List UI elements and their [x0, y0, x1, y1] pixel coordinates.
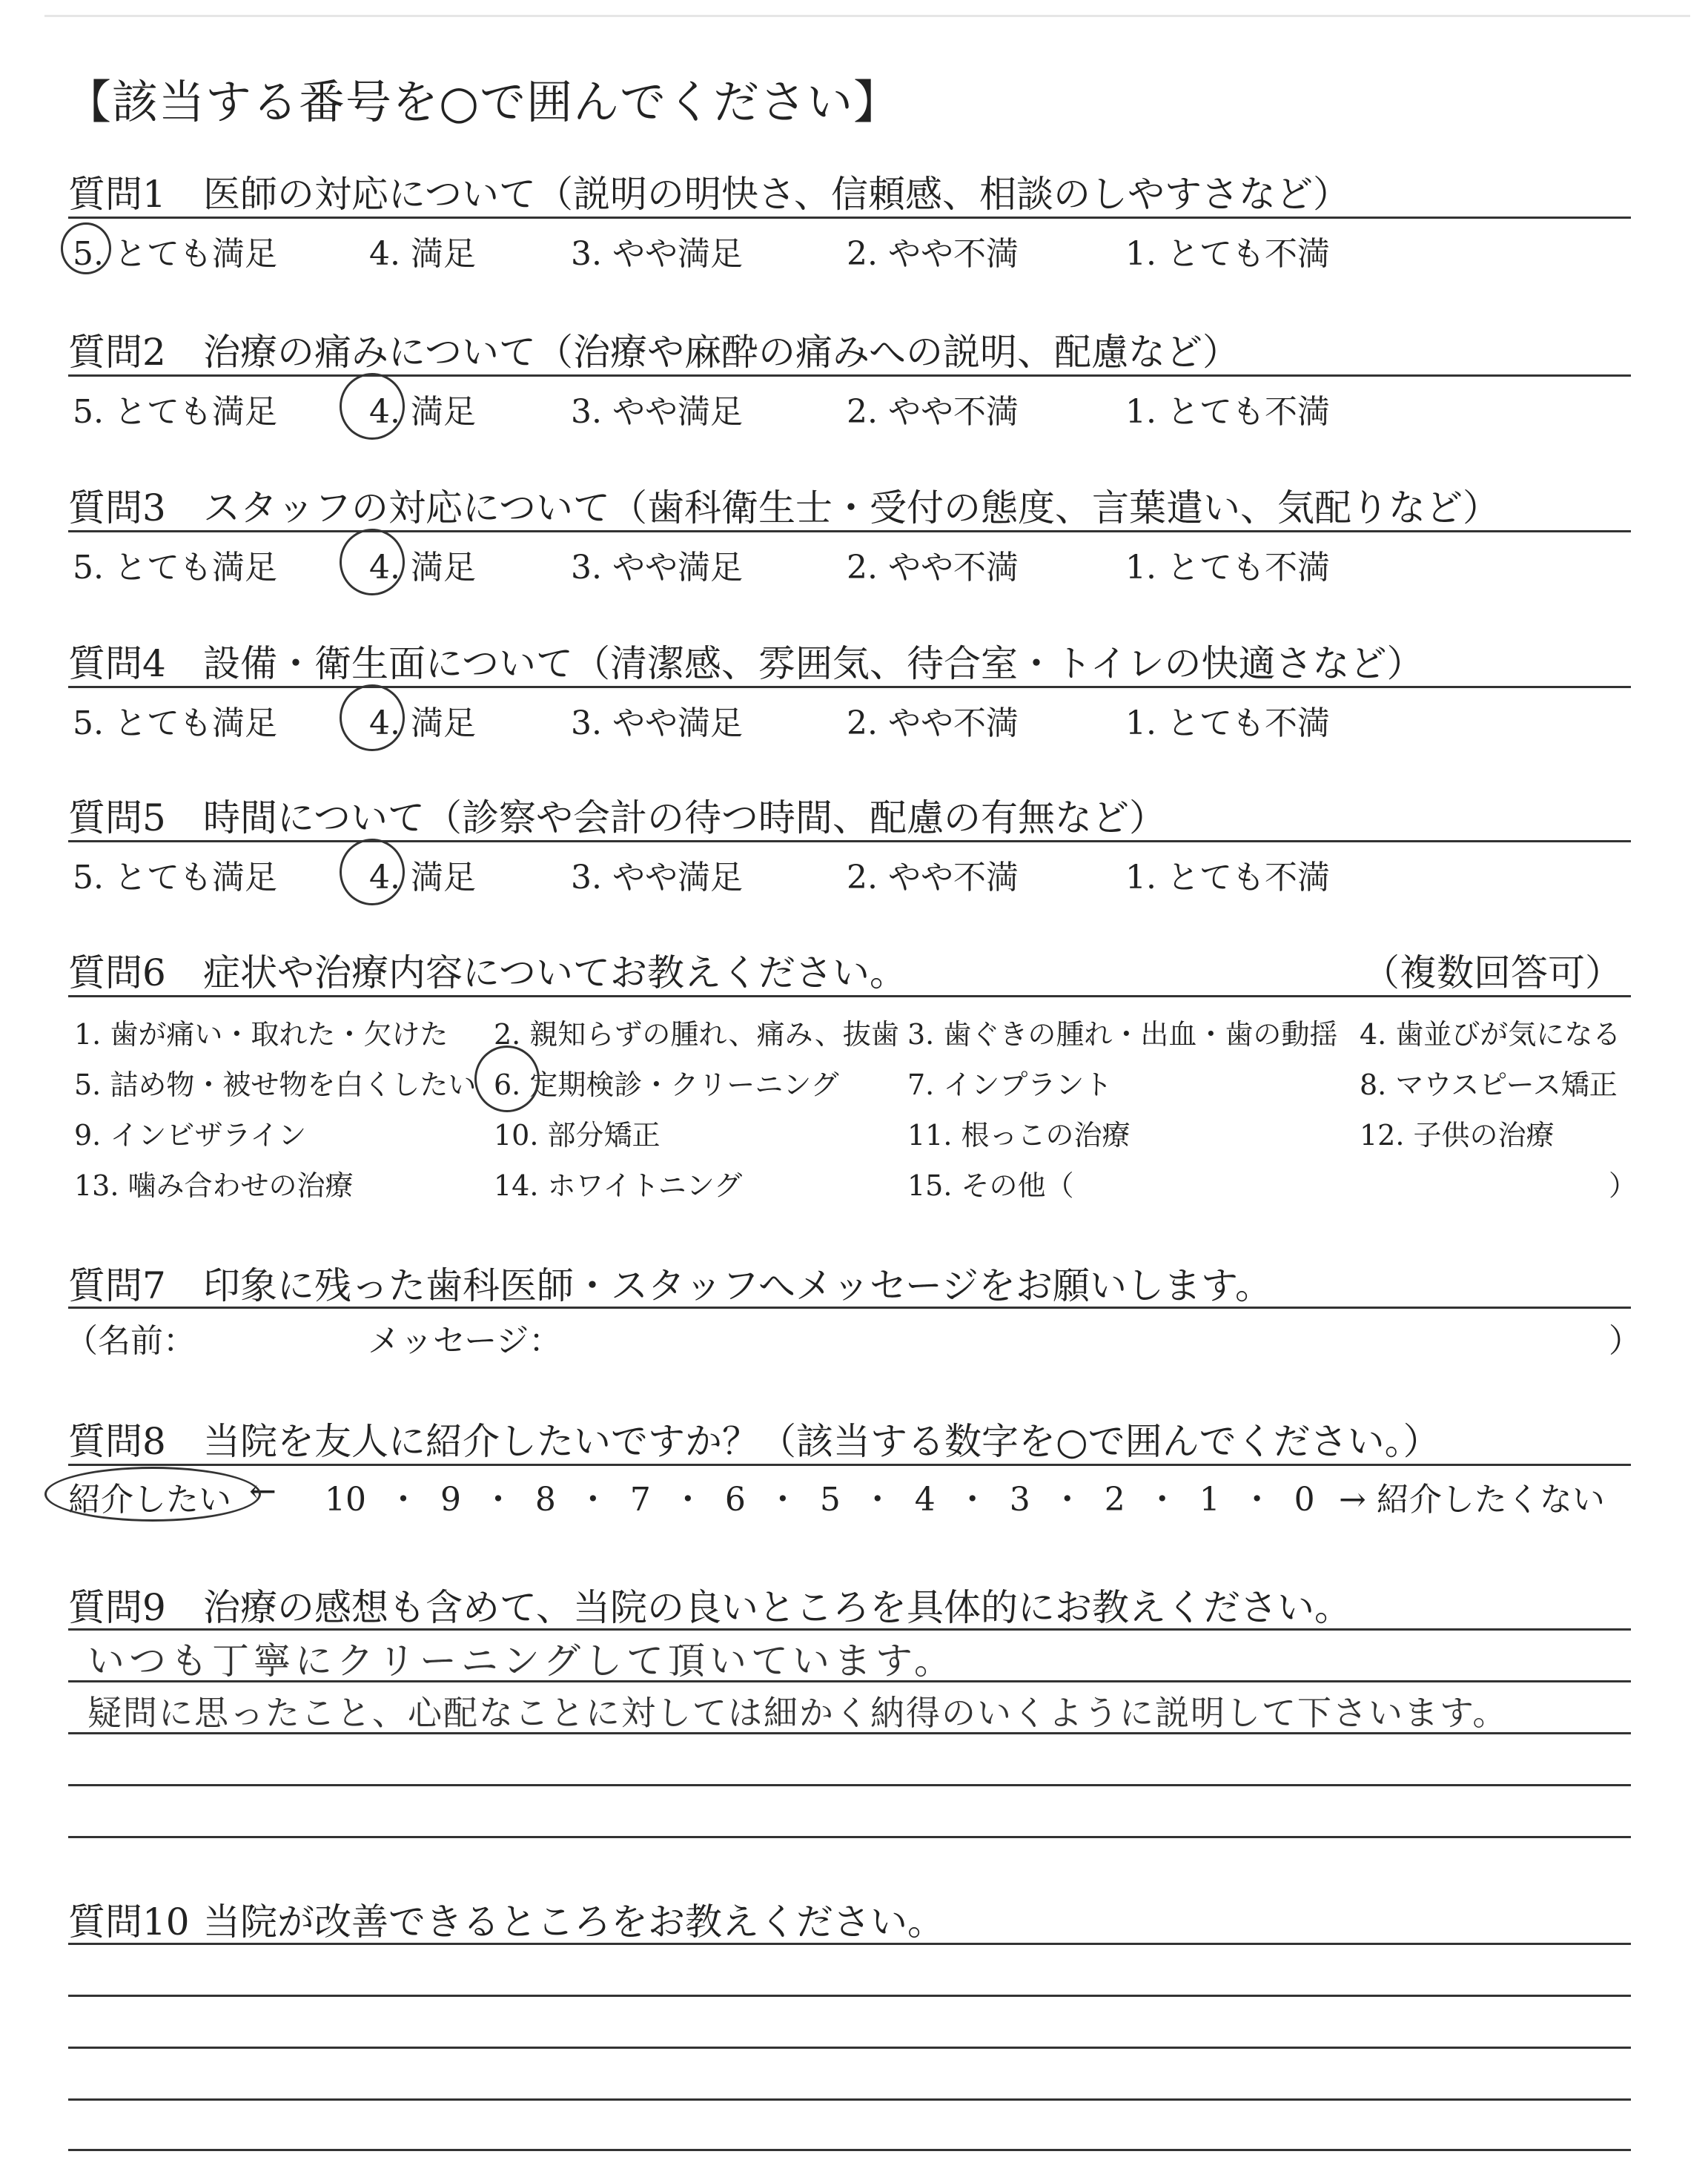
q6-item-8[interactable]: 8. マウスピース矯正	[1360, 1069, 1618, 1101]
q4-option-1[interactable]: 1. とても不満	[1125, 704, 1330, 742]
q6-item-12[interactable]: 12. 子供の治療	[1360, 1119, 1555, 1152]
question-8	[68, 1412, 1440, 1465]
message-label: メッセージ：	[368, 1322, 562, 1360]
q8-selection-circle	[44, 1467, 261, 1522]
left-arrow: ←	[249, 1473, 277, 1510]
q4-option-2[interactable]: 2. やや不満	[847, 704, 1019, 742]
q6-item-5[interactable]: 5. 詰め物・被せ物を白くしたい	[74, 1069, 477, 1101]
message-close: ）	[1609, 1322, 1641, 1360]
answer-line	[68, 2047, 1631, 2049]
question-label: 質問4	[68, 642, 166, 685]
q5-selection-circle	[340, 839, 405, 905]
question-label: 質問2	[68, 331, 166, 374]
question-label: 質問8	[68, 1420, 166, 1463]
question-10	[68, 1892, 944, 1946]
divider	[68, 840, 1631, 842]
divider	[68, 217, 1631, 219]
question-label: 質問7	[68, 1264, 166, 1307]
question-label: 質問1	[68, 173, 166, 216]
question-label: 質問10	[68, 1900, 190, 1943]
q6-item-4[interactable]: 4. 歯並びが気になる	[1360, 1018, 1621, 1051]
q2-selection-circle	[340, 373, 405, 440]
q3-selection-circle	[340, 529, 405, 595]
answer-line	[68, 1995, 1631, 1997]
answer-line	[68, 2149, 1631, 2151]
question-text: 印象に残った歯科医師・スタッフへメッセージをお願いします。	[203, 1264, 1272, 1307]
handwritten-answer-line-2: 疑問に思ったこと、心配なことに対しては細かく納得のいくように説明して下さいます。	[87, 1693, 1509, 1733]
question-text: 治療の感想も含めて、当院の良いところを具体的にお教えください。	[203, 1586, 1351, 1629]
question-text: 医師の対応について（説明の明快さ、信頼感、相談のしやすさなど）	[203, 173, 1350, 216]
question-label: 質問3	[68, 486, 166, 529]
question-label: 質問6	[68, 951, 166, 994]
q1-selection-circle	[61, 222, 111, 274]
divider	[68, 374, 1631, 377]
not-recommend-label: → 紹介したくない	[1339, 1481, 1605, 1519]
divider	[68, 686, 1631, 688]
q2-option-1[interactable]: 1. とても不満	[1125, 393, 1330, 431]
q1-option-5[interactable]: 5. とても満足	[73, 235, 277, 273]
recommend-scale[interactable]: 10 ・ 9 ・ 8 ・ 7 ・ 6 ・ 5 ・ 4 ・ 3 ・ 2 ・ 1 ・ 0	[325, 1481, 1315, 1519]
q5-option-3[interactable]: 3. やや満足	[571, 859, 743, 896]
question-text: スタッフの対応について（歯科衛生士・受付の態度、言葉遣い、気配りなど）	[203, 486, 1500, 529]
q2-option-3[interactable]: 3. やや満足	[571, 393, 743, 431]
q6-item-15-close: ）	[1609, 1169, 1638, 1202]
question-text: 治療の痛みについて（治療や麻酔の痛みへの説明、配慮など）	[203, 331, 1239, 374]
q4-option-5[interactable]: 5. とても満足	[73, 704, 277, 742]
answer-line	[68, 1943, 1631, 1945]
q6-item-6[interactable]: 6. 定期検診・クリーニング	[494, 1069, 839, 1101]
q6-selection-circle	[474, 1046, 540, 1112]
question-text: 当院を友人に紹介したいですか？（該当する数字を○で囲んでください。）	[203, 1420, 1440, 1463]
question-text: 設備・衛生面について（清潔感、雰囲気、待合室・トイレの快適さなど）	[203, 642, 1424, 685]
q4-option-4[interactable]: 4. 満足	[369, 704, 476, 742]
name-label: （名前：	[65, 1322, 196, 1360]
question-7	[68, 1256, 1272, 1309]
q4-option-3[interactable]: 3. やや満足	[571, 704, 743, 742]
q6-item-13[interactable]: 13. 噛み合わせの治療	[74, 1169, 354, 1202]
multiple-answer-note: （複数回答可）	[1363, 951, 1622, 994]
q5-option-4[interactable]: 4. 満足	[369, 859, 476, 896]
q6-item-11[interactable]: 11. 根っこの治療	[907, 1119, 1131, 1152]
q6-item-7[interactable]: 7. インプラント	[907, 1069, 1113, 1101]
top-border	[44, 15, 1690, 17]
q2-option-5[interactable]: 5. とても満足	[73, 393, 277, 431]
q3-option-1[interactable]: 1. とても不満	[1125, 549, 1330, 587]
question-6	[68, 943, 907, 997]
q4-selection-circle	[340, 684, 405, 751]
q1-option-4[interactable]: 4. 満足	[369, 235, 476, 273]
divider	[68, 1464, 1631, 1466]
divider	[68, 530, 1631, 532]
divider	[68, 995, 1631, 997]
page-title: 【該当する番号を○で囲んでください】	[65, 75, 901, 129]
q6-item-15[interactable]: 15. その他（	[907, 1169, 1074, 1202]
question-4	[68, 634, 1424, 687]
q1-option-1[interactable]: 1. とても不満	[1125, 235, 1330, 273]
question-text: 当院が改善できるところをお教えください。	[203, 1900, 944, 1943]
answer-line	[68, 2098, 1631, 2101]
q6-item-14[interactable]: 14. ホワイトニング	[494, 1169, 743, 1202]
question-3	[68, 478, 1500, 532]
divider	[68, 1307, 1631, 1309]
question-label: 質問5	[68, 796, 166, 839]
question-5	[68, 788, 1166, 842]
q5-option-1[interactable]: 1. とても不満	[1125, 859, 1330, 896]
q6-item-9[interactable]: 9. インビザライン	[74, 1119, 307, 1152]
answer-line	[68, 1628, 1631, 1631]
question-label: 質問9	[68, 1586, 166, 1629]
q5-option-5[interactable]: 5. とても満足	[73, 859, 277, 896]
question-1	[68, 165, 1350, 218]
question-9	[68, 1578, 1351, 1631]
recommend-label[interactable]: 紹介したい	[68, 1481, 231, 1519]
q6-item-2[interactable]: 2. 親知らずの腫れ、痛み、抜歯	[494, 1018, 899, 1051]
q3-option-4[interactable]: 4. 満足	[369, 549, 476, 587]
q2-option-2[interactable]: 2. やや不満	[847, 393, 1019, 431]
q6-item-1[interactable]: 1. 歯が痛い・取れた・欠けた	[74, 1018, 448, 1051]
q3-option-5[interactable]: 5. とても満足	[73, 549, 277, 587]
q2-option-4[interactable]: 4. 満足	[369, 393, 476, 431]
q3-option-2[interactable]: 2. やや不満	[847, 549, 1019, 587]
q1-option-3[interactable]: 3. やや満足	[571, 235, 743, 273]
answer-line	[68, 1836, 1631, 1838]
question-text: 時間について（診察や会計の待つ時間、配慮の有無など）	[203, 796, 1166, 839]
question-text: 症状や治療内容についてお教えください。	[203, 951, 907, 994]
q5-option-2[interactable]: 2. やや不満	[847, 859, 1019, 896]
q6-item-3[interactable]: 3. 歯ぐきの腫れ・出血・歯の動揺	[907, 1018, 1338, 1051]
handwritten-answer-line-1: いつも丁寧にクリーニングして頂いています。	[87, 1639, 956, 1682]
answer-line	[68, 1784, 1631, 1786]
q6-item-10[interactable]: 10. 部分矯正	[494, 1119, 661, 1152]
q1-option-2[interactable]: 2. やや不満	[847, 235, 1019, 273]
q3-option-3[interactable]: 3. やや満足	[571, 549, 743, 587]
question-2	[68, 323, 1239, 376]
